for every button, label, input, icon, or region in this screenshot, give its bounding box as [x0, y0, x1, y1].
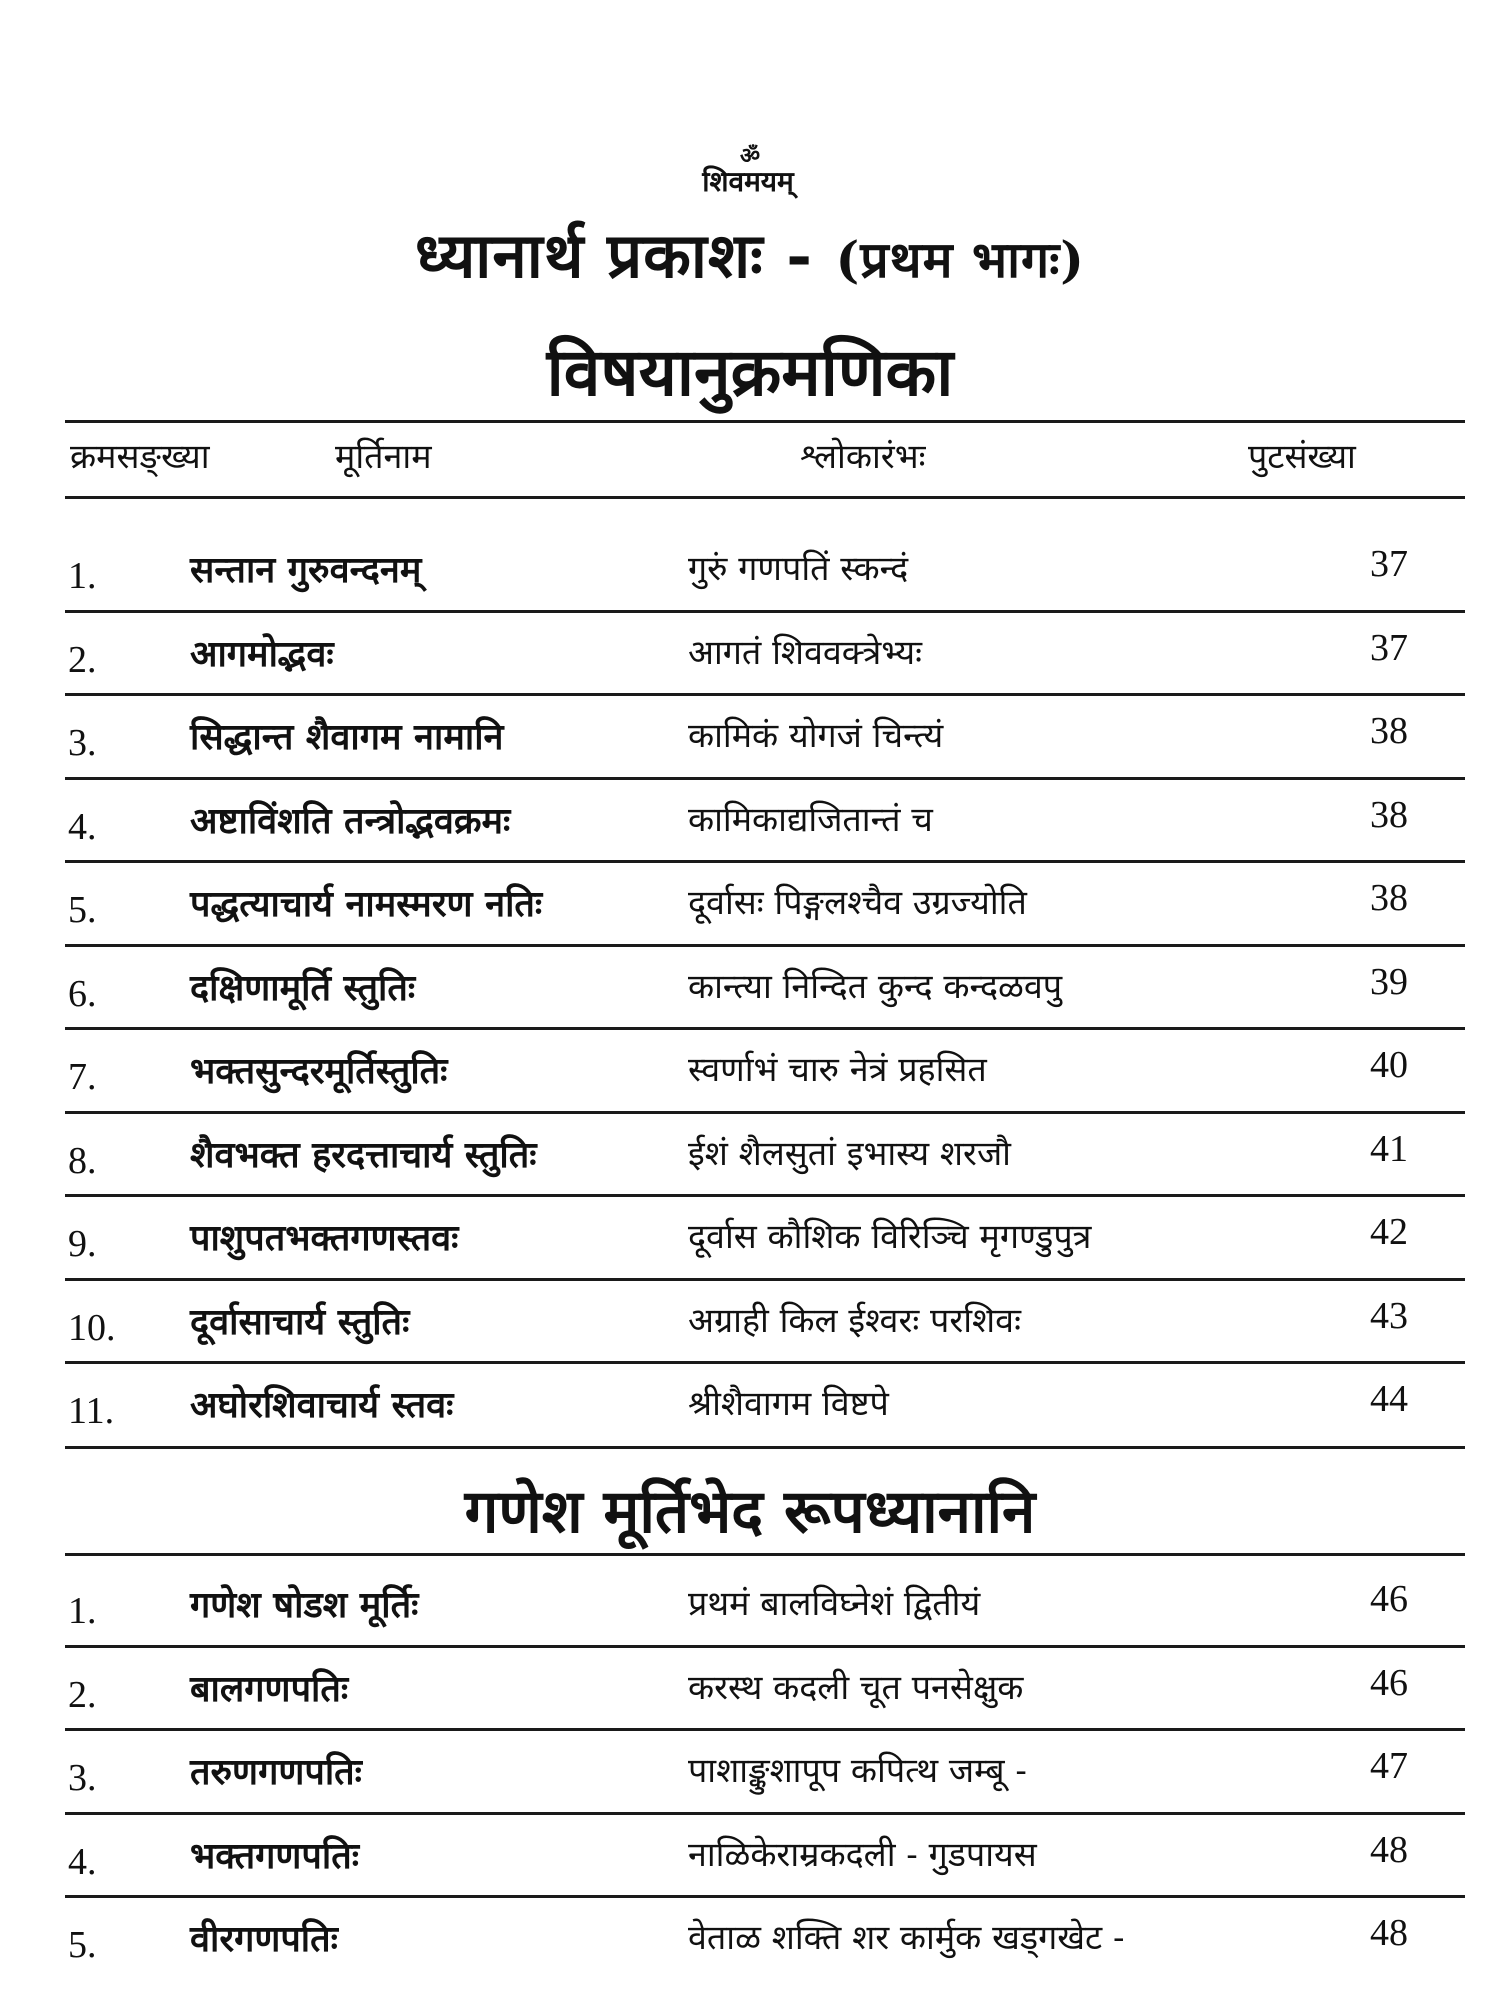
toc-row [0, 1280, 1500, 1362]
entry-number: 5. [68, 1924, 97, 1966]
entry-name: तरुणगणपतिः [190, 1751, 362, 1793]
entry-name: पद्धत्याचार्य नामस्मरण नतिः [190, 883, 543, 925]
entry-page: 47 [1370, 1745, 1408, 1787]
contents-heading: विषयानुक्रमणिका [546, 333, 954, 411]
toc-row [0, 1363, 1500, 1445]
entry-name: भक्तसुन्दरमूर्तिस्तुतिः [190, 1050, 448, 1092]
entry-name: अघोरशिवाचार्य स्तवः [190, 1384, 454, 1426]
entry-page: 43 [1370, 1294, 1408, 1337]
entry-number: 4. [68, 1840, 97, 1883]
entry-name: शैवभक्त हरदत्ताचार्य स्तुतिः [190, 1133, 537, 1176]
column-header-verse: श्लोकारंभः [800, 437, 926, 477]
entry-page: 40 [1370, 1044, 1408, 1086]
book-title-part: (प्रथम भागः) [835, 230, 1085, 289]
entry-number: 3. [68, 1757, 97, 1799]
entry-page: 44 [1370, 1378, 1408, 1420]
rule [65, 496, 1465, 499]
entry-number: 4. [68, 805, 97, 848]
entry-number: 7. [68, 1056, 97, 1098]
entry-name: सन्तान गुरुवन्दनम् [190, 549, 422, 591]
toc-row [0, 1814, 1500, 1896]
toc-row [0, 779, 1500, 861]
entry-verse-start: कामिकं योगजं चिन्त्यं [688, 716, 944, 756]
entry-name: वीरगणपतिः [190, 1918, 338, 1960]
entry-verse-start: कान्त्या निन्दित कुन्द कन्दळवपु [688, 966, 1063, 1007]
entry-verse-start: वेताळ शक्ति शर कार्मुक खड्गखेट - [688, 1918, 1125, 1958]
entry-verse-start: श्रीशैवागम विष्टपे [688, 1384, 889, 1424]
entry-page: 46 [1370, 1578, 1408, 1620]
entry-number: 1. [68, 555, 97, 597]
entry-name: दक्षिणामूर्ति स्तुतिः [190, 966, 416, 1009]
rule [65, 1553, 1465, 1556]
entry-page: 48 [1370, 1912, 1408, 1954]
entry-page: 41 [1370, 1127, 1408, 1170]
toc-row [0, 1029, 1500, 1111]
entry-name: सिद्धान्त शैवागम नामानि [190, 716, 504, 758]
entry-name: अष्टाविंशति तन्त्रोद्भवक्रमः [190, 799, 511, 842]
entry-number: 9. [68, 1223, 97, 1265]
entry-page: 38 [1370, 710, 1408, 752]
entry-page: 38 [1370, 877, 1408, 919]
entry-verse-start: दूर्वास कौशिक विरिञ्चि मृगण्डुपुत्र [688, 1217, 1092, 1257]
entry-verse-start: दूर्वासः पिङ्गलश्चैव उग्रज्योति [688, 883, 1027, 923]
entry-page: 42 [1370, 1211, 1408, 1253]
entry-verse-start: अग्राही किल ईश्वरः परशिवः [688, 1300, 1021, 1341]
entry-verse-start: आगतं शिववक्त्रेभ्यः [688, 632, 923, 673]
rule [65, 420, 1465, 423]
entry-page: 37 [1370, 543, 1408, 585]
entry-page: 37 [1370, 626, 1408, 669]
entry-number: 1. [68, 1590, 97, 1632]
entry-page: 48 [1370, 1828, 1408, 1871]
entry-name: आगमोद्भवः [190, 632, 334, 675]
entry-name: भक्तगणपतिः [190, 1834, 359, 1877]
entry-number: 2. [68, 638, 97, 681]
entry-number: 2. [68, 1673, 97, 1716]
entry-page: 39 [1370, 960, 1408, 1003]
entry-verse-start: ईशं शैलसुतां इभास्य शरजौ [688, 1133, 1011, 1174]
entry-number: 8. [68, 1139, 97, 1182]
entry-verse-start: प्रथमं बालविघ्नेशं द्वितीयं [688, 1584, 981, 1624]
column-header-page: पुटसंख्या [1248, 437, 1356, 477]
entry-verse-start: करस्थ कदली चूत पनसेक्षुक [688, 1667, 1024, 1708]
toc-row [0, 1647, 1500, 1729]
column-header-number: क्रमसङ्ख्या [70, 437, 210, 477]
toc-row [0, 1196, 1500, 1278]
toc-row [0, 1730, 1500, 1812]
toc-row [0, 1897, 1500, 1979]
section-heading-ganesha: गणेश मूर्तिभेद रूपध्यानानि [464, 1477, 1036, 1547]
entry-number: 5. [68, 889, 97, 931]
column-header-name: मूर्तिनाम [335, 437, 432, 477]
toc-row [0, 612, 1500, 694]
entry-name: दूर्वासाचार्य स्तुतिः [190, 1300, 410, 1343]
entry-number: 10. [68, 1306, 116, 1349]
toc-row [0, 1113, 1500, 1195]
toc-row [0, 528, 1500, 610]
entry-verse-start: स्वर्णाभं चारु नेत्रं प्रहसित [688, 1050, 987, 1090]
entry-name: गणेश षोडश मूर्तिः [190, 1584, 419, 1626]
page-subtitle: शिवमयम् [702, 165, 794, 198]
entry-number: 11. [68, 1390, 115, 1432]
rule [65, 1446, 1465, 1449]
entry-verse-start: पाशाङ्कुशापूप कपित्थ जम्बू - [688, 1751, 1027, 1791]
column-headers [0, 432, 1500, 492]
entry-number: 6. [68, 972, 97, 1015]
toc-row [0, 1563, 1500, 1645]
entry-name: बालगणपतिः [190, 1667, 349, 1710]
entry-name: पाशुपतभक्तगणस्तवः [190, 1217, 459, 1259]
toc-row [0, 695, 1500, 777]
toc-row [0, 946, 1500, 1028]
book-title [0, 212, 1500, 296]
entry-page: 46 [1370, 1661, 1408, 1704]
entry-verse-start: नाळिकेराम्रकदली - गुडपायस [688, 1834, 1037, 1875]
toc-row [0, 862, 1500, 944]
entry-verse-start: गुरुं गणपतिं स्कन्दं [688, 549, 909, 589]
entry-page: 38 [1370, 793, 1408, 836]
entry-number: 3. [68, 722, 97, 764]
entry-verse-start: कामिकाद्यजितान्तं च [688, 799, 933, 840]
book-title-main: ध्यानार्थ प्रकाशः - [415, 219, 836, 292]
om-mark: ॐ [739, 143, 761, 169]
